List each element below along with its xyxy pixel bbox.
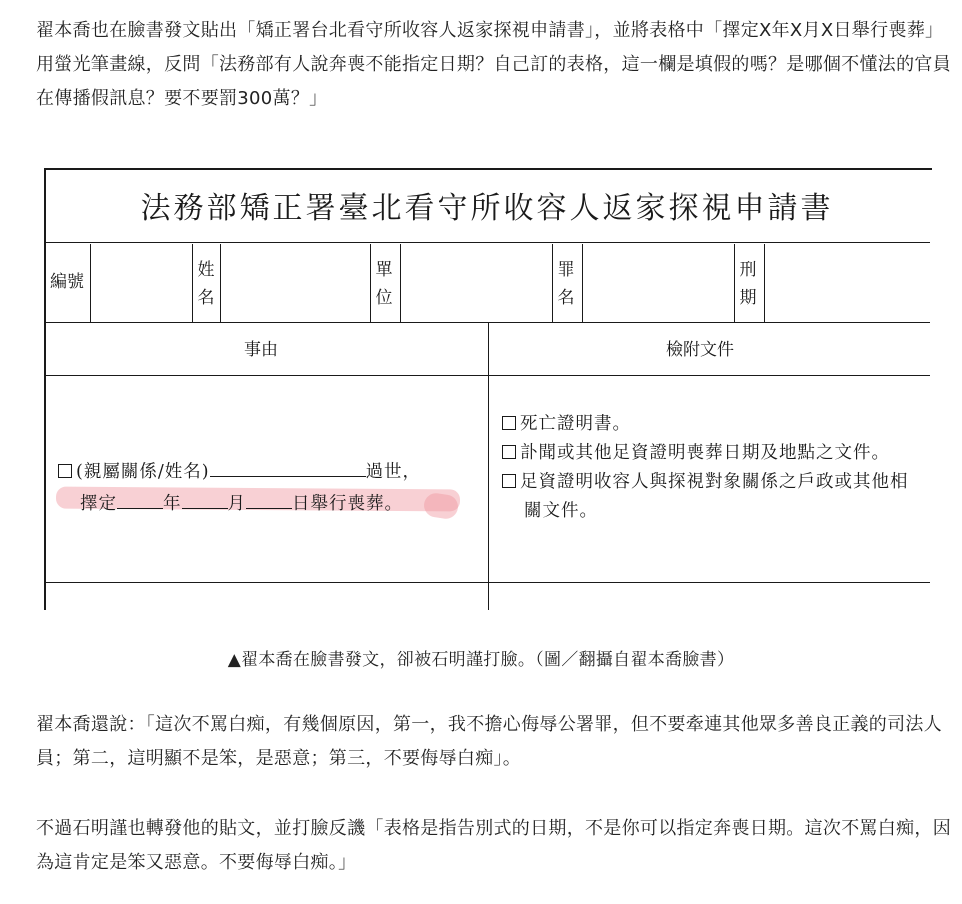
article-paragraph-2: 翟本喬還說：「這次不罵白痴，有幾個原因，第一，我不擔心侮辱公署罪，但不要牽連其他眾多善良正義的司法人員；第二，這明顯不是笨，是惡意；第三，不要侮辱白痴」。 xyxy=(36,714,942,769)
field-term-label-2: 期 xyxy=(739,288,757,308)
divider xyxy=(370,244,371,322)
header-reason: 事由 xyxy=(244,340,278,360)
attachment-checkbox xyxy=(502,416,516,430)
divider xyxy=(734,244,735,322)
article-paragraph-3: 不過石明謹也轉發他的貼文，並打臉反譏「表格是指告別式的日期，不是你可以指定奔喪日期。這次不罵白痴，因為這肯定是笨又惡意。不要侮辱白痴。」 xyxy=(36,818,951,873)
year-blank xyxy=(117,492,163,509)
attachment-2-text: 訃聞或其他足資證明喪葬日期及地點之文件。 xyxy=(520,443,890,463)
form-header-row xyxy=(44,244,930,323)
header-attachments: 檢附文件 xyxy=(666,340,734,360)
attachment-3-text: 足資證明收容人與探視對象關係之戶政或其他相關文件。 xyxy=(520,472,909,521)
divider xyxy=(582,244,583,322)
reason-passed-away: 過世， xyxy=(365,462,422,482)
attachment-checkbox xyxy=(502,474,516,488)
field-crime-label-2: 名 xyxy=(557,288,575,308)
divider xyxy=(552,244,553,322)
field-number-label: 編號 xyxy=(50,272,84,292)
field-unit-label-2: 位 xyxy=(375,288,393,308)
article-paragraph-1: 翟本喬也在臉書發文貼出「矯正署台北看守所收容人返家探視申請書」，並將表格中「擇定X年X月X日舉行喪葬」用螢光筆畫線，反問「法務部有人說奔喪不能指定日期？自己訂的表格，這一欄是填假的嗎？是哪個不懂法的官員在傳播假訊息？要不要罰300萬？」 xyxy=(36,20,951,109)
divider xyxy=(764,244,765,322)
field-unit-label-1: 單 xyxy=(375,260,393,280)
divider xyxy=(90,244,91,322)
field-term-label-1: 刑 xyxy=(739,260,757,280)
reason-choose-label: 擇定 xyxy=(80,494,117,514)
reason-funeral: 日舉行喪葬。 xyxy=(292,494,403,514)
attachments-list xyxy=(502,410,926,526)
day-blank xyxy=(246,492,292,509)
divider xyxy=(400,244,401,322)
attachment-item xyxy=(502,410,926,439)
form-section-header-row xyxy=(44,323,930,376)
attachment-1-text: 死亡證明書。 xyxy=(520,414,631,434)
field-name-label-1: 姓 xyxy=(197,260,215,280)
attachment-item xyxy=(502,439,926,468)
divider xyxy=(220,244,221,322)
field-crime-label-1: 罪 xyxy=(557,260,575,280)
field-name-label-2: 名 xyxy=(197,288,215,308)
attachment-checkbox xyxy=(502,445,516,459)
form-content-row xyxy=(44,376,930,583)
figure-caption: ▲翟本喬在臉書發文，卻被石明謹打臉。（圖／翻攝自翟本喬臉書） xyxy=(227,650,735,670)
form-screenshot-figure xyxy=(44,168,932,610)
reason-line-2 xyxy=(58,488,421,520)
reason-month: 月 xyxy=(227,494,246,514)
reason-year: 年 xyxy=(163,494,182,514)
divider xyxy=(192,244,193,322)
reason-line-1 xyxy=(58,456,421,488)
month-blank xyxy=(182,492,228,509)
reason-relation-label: (親屬關係/姓名) xyxy=(76,462,210,482)
reason-relation-blank xyxy=(210,460,366,477)
form-title: 法務部矯正署臺北看守所收容人返家探視申請書 xyxy=(44,168,930,243)
reason-checkbox xyxy=(58,464,72,478)
attachment-item xyxy=(502,468,926,526)
reason-text xyxy=(58,456,421,520)
